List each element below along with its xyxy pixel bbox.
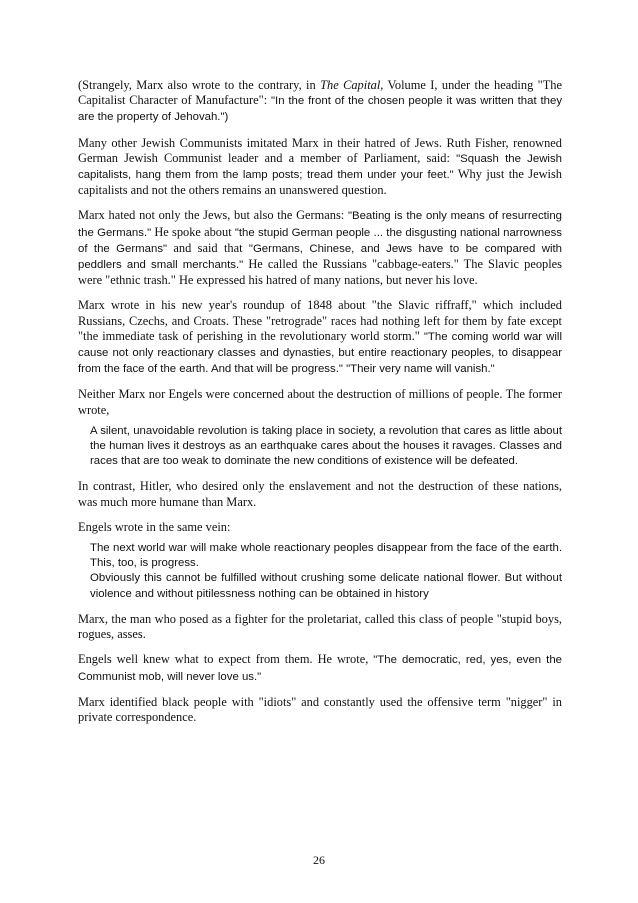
quoted-text: "The coming world war will cause not only reactionary classes and dynasties, but entire reactionary peoples, to disappear from the face of the earth. And that will be progress." "Their very name will vanish."	[78, 330, 562, 376]
quoted-text: "In the front of the chosen people it was written that they are the property of Jehovah.")	[78, 95, 563, 124]
quoted-text: "Germans, Chinese, and Jews have to be compared with peddlers and small merchants."	[78, 242, 562, 272]
paragraph-6: In contrast, Hitler, who desired only the enslavement and not the destruction of these nations, was much more humane than Marx.	[78, 479, 562, 509]
text-run: He called the Russians "cabbage-eaters." The Slavic peoples were "ethnic trash." He expressed his hatred of many nations, but never his love.	[78, 257, 562, 288]
paragraph-4	[78, 298, 562, 377]
paragraph-10: Marx identified black people with "idiots" and constantly used the offensive term "nigger" in private correspondence.	[78, 694, 562, 724]
text-run: and said that	[167, 240, 249, 255]
paragraph-3	[78, 208, 562, 288]
text-run: Engels well knew what to expect from them. He wrote,	[78, 652, 374, 667]
text-run: Marx hated not only the Jews, but also the Germans:	[78, 208, 348, 223]
paragraph-8: Marx, the man who posed as a fighter for the proletariat, called this class of people "stupid boys, rogues, asses.	[78, 611, 562, 642]
paragraph-9	[78, 652, 562, 684]
text-run: He spoke about	[151, 224, 235, 239]
quoted-text: "Squash the Jewish capitalists, hang them from the lamp posts; tread them under your feet."	[78, 152, 562, 182]
block-quote-2	[90, 541, 562, 602]
paragraph-2	[78, 136, 562, 199]
quote-line: Obviously this cannot be fulfilled without crushing some delicate national flower. But without violence and without pitilessness nothing can be obtained in history	[90, 572, 562, 600]
quote-line: The next world war will make whole reactionary peoples disappear from the face of the earth. This, too, is progress.	[90, 542, 562, 570]
quoted-text: "the stupid German people ... the disgusting national narrowness of the Germans"	[78, 226, 562, 255]
page-body	[78, 78, 562, 735]
book-title: The Capital	[320, 78, 381, 92]
quoted-text: "Beating is the only means of resurrecting the Germans."	[78, 210, 563, 239]
text-run: Many other Jewish Communists imitated Marx in their hatred of Jews. Ruth Fisher, renowned German Jewish Communist leader and a member of Parliament, said:	[78, 135, 562, 165]
text-run: Marx wrote in his new year's roundup of 1848 about "the Slavic riffraff," which included Russians, Czechs, and Croats. These "retrograde" races had nothing left for them by fate except "the immediate task of perishing in the revolutionary world storm."	[78, 298, 562, 343]
paragraph-7: Engels wrote in the same vein:	[78, 519, 231, 534]
paragraph-1	[78, 78, 562, 126]
paragraph-5: Neither Marx nor Engels were concerned about the destruction of millions of people. The former wrote,	[78, 387, 562, 417]
quoted-text: "The democratic, red, yes, even the Communist mob, will never love us."	[78, 654, 562, 683]
text-run: Why just the Jewish capitalists and not the others remains an unanswered question.	[78, 167, 562, 198]
page-number: 26	[313, 853, 325, 867]
text-run: (Strangely, Marx also wrote to the contrary, in	[78, 78, 321, 92]
text-run: , Volume I, under the heading "The Capitalist Character of Manufacture":	[78, 78, 562, 108]
block-quote-1: A silent, unavoidable revolution is taking place in society, a revolution that cares as little about the human lives it destroys as an earthquake cares about the houses it ravages. Classes and races that are too weak to dominate the new conditions of existence will be defeated.	[90, 424, 562, 468]
